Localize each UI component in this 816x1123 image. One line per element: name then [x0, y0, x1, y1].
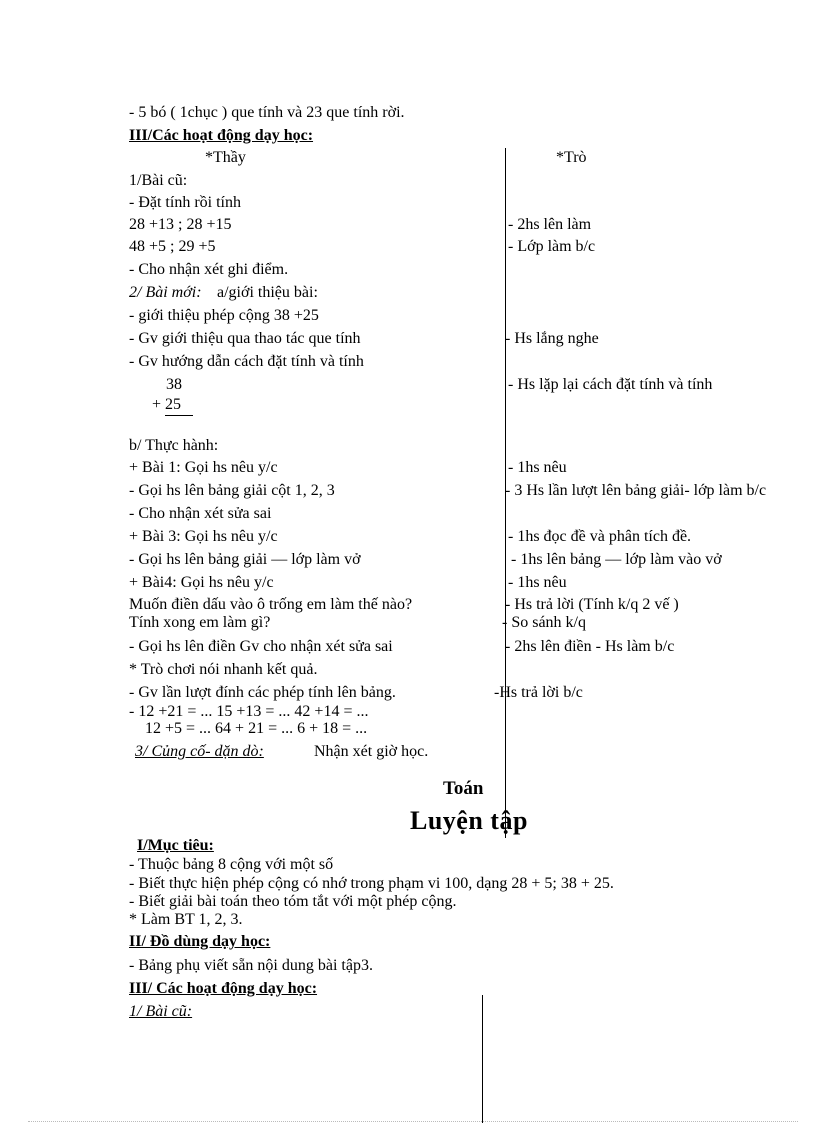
teacher-step: - Gv lần lượt đính các phép tính lên bảng.	[129, 684, 396, 701]
new-lesson-heading: 2/ Bài mới:	[129, 284, 202, 301]
column-divider-2	[482, 995, 483, 1123]
game-heading: * Trò chơi nói nhanh kết quả.	[129, 661, 318, 678]
student-step: - 1hs lên bảng — lớp làm vào vở	[511, 551, 722, 568]
page-bottom-border	[28, 1121, 798, 1122]
teacher-step: a/giới thiệu bài:	[217, 284, 318, 301]
objective-item: - Thuộc bảng 8 cộng với một số	[129, 856, 334, 873]
objective-item: - Biết giải bài toán theo tóm tắt với một phép cộng.	[129, 893, 457, 910]
student-step: - Hs lắng nghe	[505, 330, 599, 347]
teacher-step: + Bài 1: Gọi hs nêu y/c	[129, 459, 278, 476]
student-step: - 1hs đọc đề và phân tích đề.	[508, 528, 692, 545]
review-heading: 3/ Củng cố- dặn dò:	[135, 743, 264, 760]
teacher-step: - Gọi hs lên điền Gv cho nhận xét sửa sai	[129, 638, 393, 655]
teacher-step: - Gọi hs lên bảng giải — lớp làm vở	[129, 551, 361, 568]
materials-heading: II/ Đồ dùng dạy học:	[129, 933, 271, 950]
column-student-header: *Trò	[556, 149, 587, 166]
addition-line	[165, 415, 193, 416]
materials-text: - Bảng phụ viết sẵn nội dung bài tập3.	[129, 957, 373, 974]
teacher-step: + Bài 3: Gọi hs nêu y/c	[129, 528, 278, 545]
objectives-heading: I/Mục tiêu:	[137, 837, 214, 854]
teacher-step: + Bài4: Gọi hs nêu y/c	[129, 574, 274, 591]
teacher-step: - Cho nhận xét sửa sai	[129, 505, 272, 522]
teacher-step: - Cho nhận xét ghi điểm.	[129, 261, 289, 278]
lesson-title: Luyện tập	[410, 806, 528, 835]
teacher-step: - Đặt tính rồi tính	[129, 194, 241, 211]
activities-heading-2: III/ Các hoạt động dạy học:	[129, 980, 318, 997]
student-step: -Hs trả lời b/c	[494, 684, 583, 701]
old-lesson-heading: 1/Bài cũ:	[129, 172, 188, 189]
teacher-step: Tính xong em làm gì?	[129, 614, 271, 631]
student-step: - 1hs nêu	[508, 459, 567, 476]
practice-heading: b/ Thực hành:	[129, 437, 219, 454]
objective-item: - Biết thực hiện phép cộng có nhớ trong phạm vi 100, dạng 28 + 5; 38 + 25.	[129, 875, 614, 892]
addition-top: 38	[166, 376, 182, 393]
exercise-row: 12 +5 = ... 64 + 21 = ... 6 + 18 = ...	[145, 720, 368, 737]
teacher-step: - giới thiệu phép cộng 38 +25	[129, 307, 319, 324]
student-step: - So sánh k/q	[502, 614, 586, 631]
student-step: - Hs trả lời (Tính k/q 2 vế )	[505, 596, 679, 613]
teacher-step: 48 +5 ; 29 +5	[129, 238, 216, 255]
teacher-step: 28 +13 ; 28 +15	[129, 216, 232, 233]
teacher-step: - Gọi hs lên bảng giải cột 1, 2, 3	[129, 482, 335, 499]
student-step: - 3 Hs lần lượt lên bảng giải- lớp làm b/c	[505, 482, 767, 499]
teacher-step: Nhận xét giờ học.	[314, 743, 429, 760]
student-step: - 2hs lên điền - Hs làm b/c	[505, 638, 675, 655]
subject-title: Toán	[443, 778, 484, 799]
activities-heading: III/Các hoạt động dạy học:	[129, 127, 314, 144]
student-step: - 1hs nêu	[508, 574, 567, 591]
teacher-step: Muốn điền dấu vào ô trống em làm thế nào?	[129, 596, 413, 613]
addition-bottom: + 25	[152, 396, 182, 413]
column-teacher-header: *Thầy	[205, 149, 246, 166]
exercise-row: - 12 +21 = ... 15 +13 = ... 42 +14 = ...	[129, 703, 369, 720]
student-step: - 2hs lên làm	[508, 216, 592, 233]
teacher-step: - Gv hướng dẫn cách đặt tính và tính	[129, 353, 364, 370]
objective-item: * Làm BT 1, 2, 3.	[129, 911, 243, 928]
student-step: - Hs lặp lại cách đặt tính và tính	[508, 376, 713, 393]
teacher-step: - Gv giới thiệu qua thao tác que tính	[129, 330, 361, 347]
student-step: - Lớp làm b/c	[508, 238, 596, 255]
materials-line: - 5 bó ( 1chục ) que tính và 23 que tính rời.	[129, 104, 405, 121]
old-lesson-heading-2: 1/ Bài cũ:	[129, 1003, 193, 1020]
